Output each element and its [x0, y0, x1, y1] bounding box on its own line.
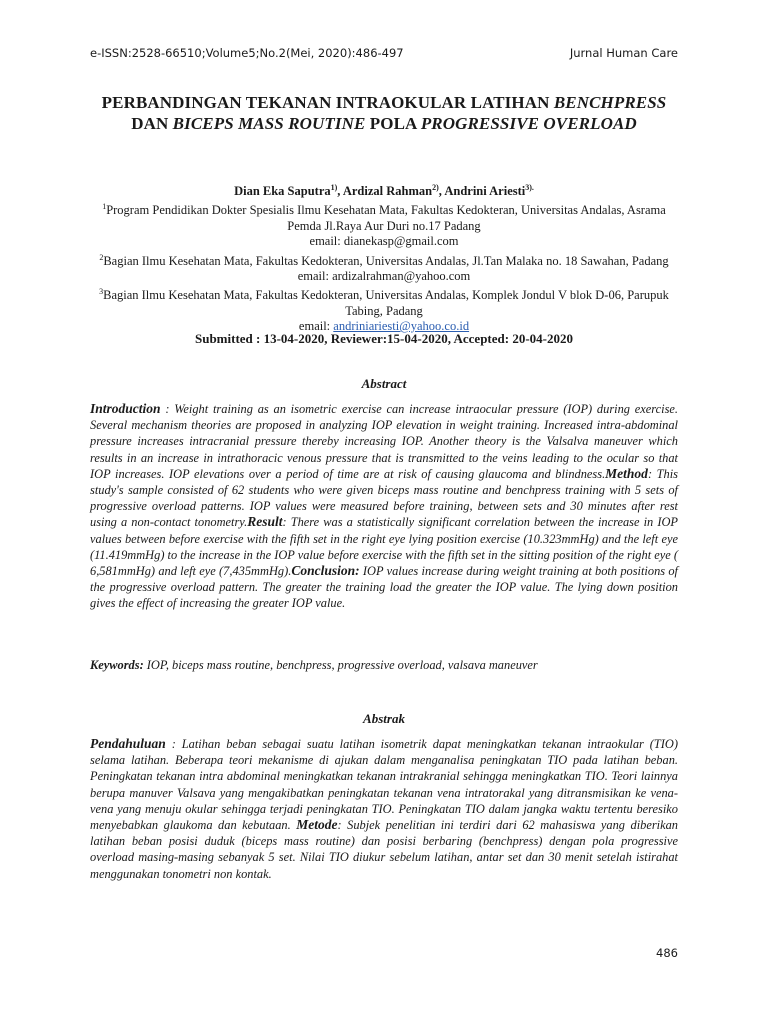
- email-1: email: dianekasp@gmail.com: [309, 234, 459, 249]
- title-line-2: DAN BICEPS MASS ROUTINE POLA PROGRESSIVE OVERLOAD: [131, 114, 637, 133]
- abstrak-heading: Abstrak: [363, 711, 405, 726]
- abstrak-body: Pendahuluan : Latihan beban sebagai suatu latihan isometrik dapat meningkatkan tekanan intraokular (TIO) selama latihan. Beberapa teori mekanisme di ajukan dalam menganalisa peningkatan TIO pada latihan beban. Peningkatan tekanan intra abdominal meningkatkan tekanan intrakranial sehingga meningkatkan TIO. Teori lainnya berupa manuver Valsava yang mengakibatkan peningkatan tekanan vena intratorakal yang ditransmisikan ke vena-vena yang menuju okular sehingga terjadi peningkatan TIO. Peningkatan TIO dalam jangka waktu tertentu beresiko menyebabkan glaukoma dan kebutaan. Metode: Subjek penelitian ini terdiri dari 62 mahasiswa yang diberikan latihan beban posisi duduk (biceps mass routine) dan posisi berbaring (benchpress) dengan pola progressive overload masing-masing sebanyak 5 set. Nilai TIO diukur sebelum latihan, antar set dan 30 menit setelah istirahat menggunakan tonometri non kontak.: [90, 736, 678, 881]
- intro-label: Introduction: [90, 401, 161, 416]
- conclusion-label: Conclusion:: [291, 563, 360, 579]
- affiliation-1: $^1$Program Pendidikan Dokter Spesialis Ilmu Kesehatan Mata, Fakultas Kedokteran, Universitas Andalas, Asrama Pemda Jl.Raya Aur Duri no.17 Padang: [102, 202, 666, 233]
- page-number: 486: [656, 946, 678, 960]
- running-header: [90, 46, 678, 66]
- author-block: [90, 180, 678, 334]
- method-label: Method: [605, 465, 648, 481]
- abstract-body: Introduction : Weight training as an isometric exercise can increase intraocular pressure (IOP) during exercise. Several mechanism theories are proposed in analyzing IOP elevation in weight training. Increased intra-abdominal pressure increases intracranial pressure thereby increasing IOP. Another theory is the Valsalva maneuver which results in an increase in intrathoracic venous pressure that is transmitted to the veins leading to the ocular so that IOP increases. IOP elevations over a period of time are at risk of causing glaucoma and blindness.Method: This study's sample consisted of 62 students who were given biceps mass routine and benchpress training with 5 sets of progressive overload patterns. IOP values were measured before training, between sets and 30 minutes after rest using a non-contact tonometry.Result: There was a statistically significant correlation between the increase in IOP values between before exercise with the fifth set in the right eye lying position exercise (10.323mmHg) and the left eye (11.419mmHg) to the increase in the IOP value before exercise with the fifth set in the sitting position of the right eye ( 6,581mmHg) and left eye (7,435mmHg).Conclusion: IOP values increase during weight training at both positions of the progressive overload pattern. The greater the training load the greater the IOP value. The lying down position gives the effect of increasing the greater IOP value.: [90, 401, 678, 611]
- affiliation-2: $^2$Bagian Ilmu Kesehatan Mata, Fakultas Kedokteran, Universitas Andalas, Jl.Tan Malaka no. 18 Sawahan, Padang: [99, 252, 669, 268]
- metode-label: Metode: [296, 817, 338, 833]
- submission-dates: Submitted : 13-04-2020, Reviewer:15-04-2020, Accepted: 20-04-2020: [194, 331, 573, 346]
- pendahuluan-label: Pendahuluan: [90, 736, 166, 751]
- title-line-1: PERBANDINGAN TEKANAN INTRAOKULAR LATIHAN BENCHPRESS: [101, 93, 667, 112]
- affiliation-3: $^3$Bagian Ilmu Kesehatan Mata, Fakultas Kedokteran, Universitas Andalas, Komplek Jondul V blok D-06, Parupuk Tabing, Padang: [99, 287, 669, 318]
- keywords-label: Keywords:: [90, 658, 147, 672]
- journal-name: Jurnal Human Care: [569, 46, 678, 60]
- keywords: Keywords: IOP, biceps mass routine, benchpress, progressive overload, valsava maneuver: [90, 658, 538, 672]
- author-names: Dian Eka Saputra$^{1)}$, Ardizal Rahman$^{2)}$, Andrini Ariesti$^{3).}$: [234, 183, 534, 199]
- paper-title: [60, 92, 708, 134]
- email-3: email: andriniariesti@yahoo.co.id: [298, 319, 470, 333]
- email-link[interactable]: andriniariesti@yahoo.co.id: [333, 319, 470, 333]
- email-2: email: ardizalrahman@yahoo.com: [297, 268, 471, 283]
- result-label: Result: [247, 514, 283, 530]
- journal-issn: e-ISSN:2528-66510;Volume5;No.2(Mei, 2020):486-497: [90, 46, 404, 60]
- abstract-heading: Abstract: [361, 376, 407, 391]
